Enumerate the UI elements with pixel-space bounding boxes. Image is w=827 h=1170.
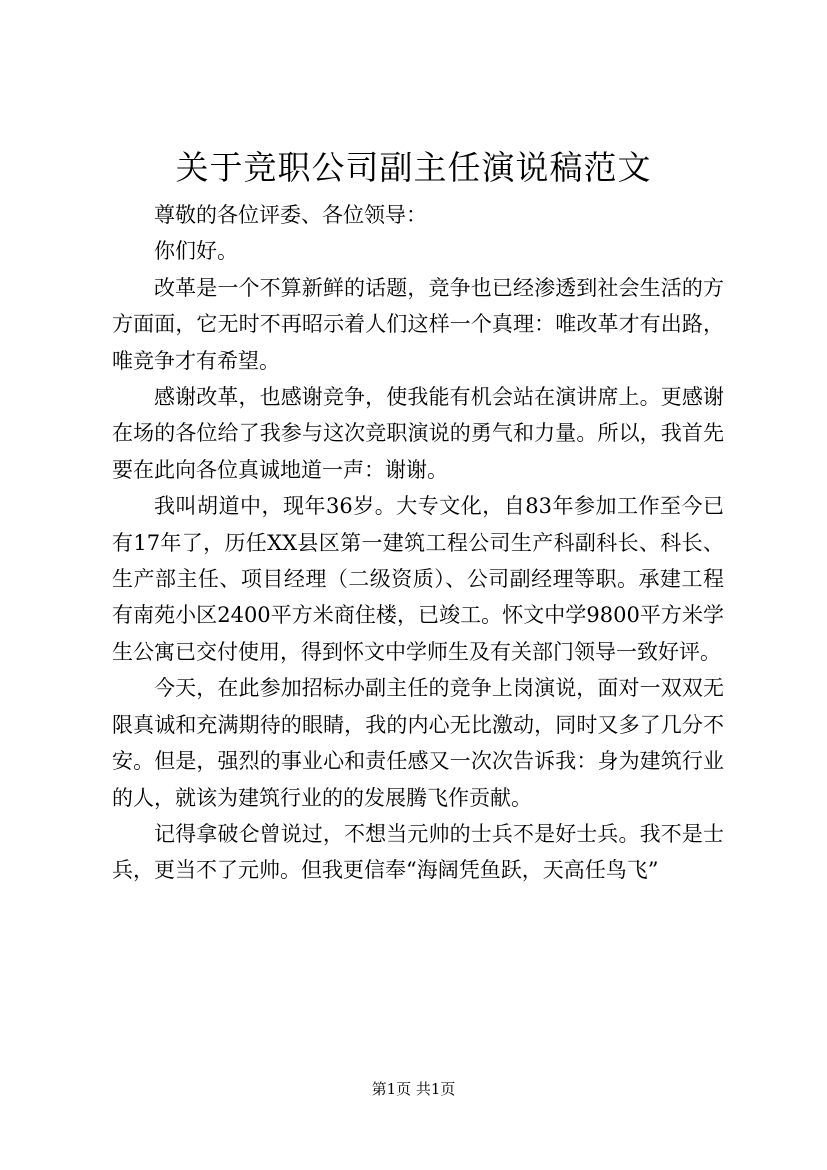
paragraph-reform: 改革是一个不算新鲜的话题，竞争也已经渗透到社会生活的方方面面，它无时不再昭示着人们这样一个真理：唯改革才有出路，唯竞争才有希望。 xyxy=(112,275,724,373)
document-body xyxy=(112,197,724,889)
salutation: 尊敬的各位评委、各位领导： xyxy=(154,203,427,227)
greeting: 你们好。 xyxy=(154,239,238,264)
paragraph-thanks: 感谢改革，也感谢竞争，使我能有机会站在演讲席上。更感谢在场的各位给了我参与这次竞职演说的勇气和力量。所以，我首先要在此向各位真诚地道一声：谢谢。 xyxy=(112,385,724,482)
document-title: 关于竞职公司副主任演说稿范文 xyxy=(175,148,652,187)
page-footer: 第1页 共1页 xyxy=(371,1080,456,1098)
paragraph-napoleon: 记得拿破仑曾说过，不想当元帅的士兵不是好士兵。我不是士兵，更当不了元帅。但我更信奉“海阔凭鱼跃，天高任鸟飞” xyxy=(112,821,724,883)
paragraph-introduction: 我叫胡道中，现年36岁。大专文化，自83年参加工作至今已有17年了，历任XX县区第一建筑工程公司生产科副科长、科长、生产部主任、项目经理（二级资质）、公司副经理等职。承建工程有南苑小区2400平方米商住楼，已竣工。怀文中学9800平方米学生公寓已交付使用，得到怀文中学师生及有关部门领导一致好评。 xyxy=(112,494,724,664)
paragraph-today: 今天，在此参加招标办副主任的竞争上岗演说，面对一双双无限真诚和充满期待的眼睛，我的内心无比激动，同时又多了几分不安。但是，强烈的事业心和责任感又一次次告诉我：身为建筑行业的人，就该为建筑行业的的发展腾飞作贡献。 xyxy=(112,676,724,810)
